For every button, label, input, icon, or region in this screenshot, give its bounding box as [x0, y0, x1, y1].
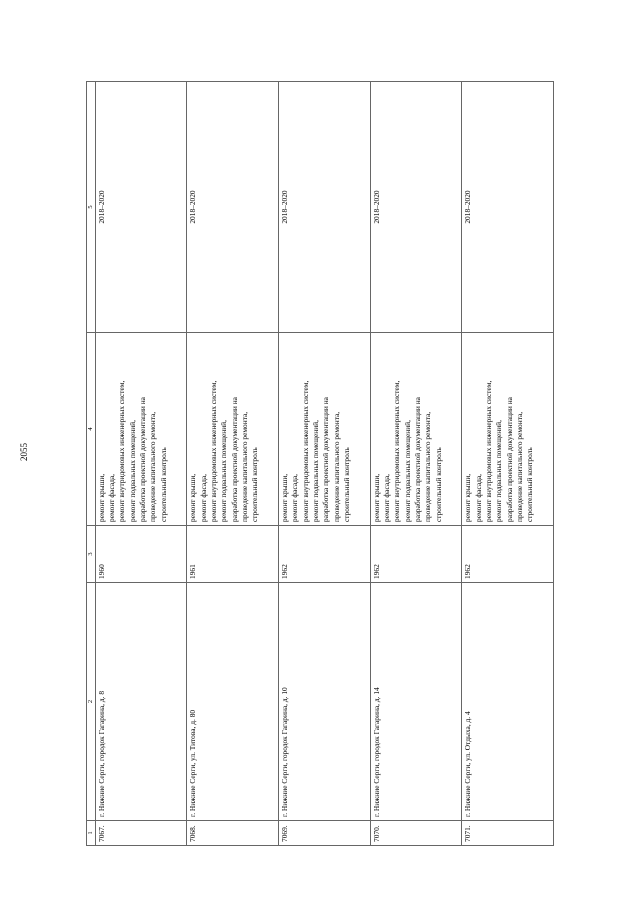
repair-work-line: проведение капитального ремонта,: [331, 411, 341, 522]
repair-period: 2018–2020: [188, 190, 198, 224]
year-built-cell: 1962: [278, 526, 370, 583]
repair-work-line: ремонт внутридомовых инженерных систем,: [392, 380, 402, 522]
column-number: 2: [87, 583, 96, 821]
table-row: [95, 82, 187, 846]
repair-works-cell: [370, 333, 462, 526]
address-cell: г. Нижние Серги, городок Гагарина, д. 14: [370, 583, 462, 821]
repair-work-line: ремонт крыши,: [463, 473, 473, 522]
repair-work-line: разработка проектной документации на: [321, 397, 331, 522]
repair-work-line: строительный контроль: [525, 447, 535, 522]
repair-work-line: разработка проектной документации на: [137, 397, 147, 522]
repair-period-cell: [278, 82, 370, 333]
repair-works-cell: [462, 333, 554, 526]
column-number: 1: [87, 821, 96, 846]
repair-work-line: строительный контроль: [433, 447, 443, 522]
repair-work-line: ремонт фасада,: [381, 474, 391, 522]
repair-work-line: разработка проектной документации на: [229, 397, 239, 522]
repair-work-line: проведение капитального ремонта,: [423, 411, 433, 522]
table-row: [187, 82, 279, 846]
repair-period: 2018–2020: [279, 190, 289, 224]
repair-period-cell: [370, 82, 462, 333]
repair-works-cell: [278, 333, 370, 526]
repair-work-line: ремонт подвальных помещений,: [219, 420, 229, 522]
repair-work-line: ремонт фасада,: [290, 474, 300, 522]
address-cell: г. Нижние Серги, городок Гагарина, д. 8: [95, 583, 187, 821]
capital-repair-table: [86, 81, 554, 846]
repair-work-line: строительный контроль: [342, 447, 352, 522]
page-number: 2055: [19, 443, 29, 461]
repair-period: 2018–2020: [371, 190, 381, 224]
repair-work-line: ремонт подвальных помещений,: [310, 420, 320, 522]
repair-work-line: ремонт внутридомовых инженерных систем,: [208, 380, 218, 522]
repair-period: 2018–2020: [96, 190, 106, 224]
year-built-cell: 1961: [187, 526, 279, 583]
repair-work-line: ремонт крыши,: [279, 473, 289, 522]
rotated-table-frame: [86, 82, 554, 846]
repair-period-cell: [187, 82, 279, 333]
repair-work-line: ремонт фасада,: [198, 474, 208, 522]
repair-work-line: ремонт подвальных помещений,: [127, 420, 137, 522]
table-row: [462, 82, 554, 846]
registry-table-container: [86, 82, 554, 846]
row-index-cell: 7067.: [95, 821, 187, 846]
year-built-cell: 1962: [370, 526, 462, 583]
row-index-cell: 7070.: [370, 821, 462, 846]
repair-period-cell: [462, 82, 554, 333]
row-index-cell: 7068.: [187, 821, 279, 846]
table-row: [370, 82, 462, 846]
repair-work-line: строительный контроль: [158, 447, 168, 522]
repair-work-line: ремонт внутридомовых инженерных систем,: [300, 380, 310, 522]
column-number-row: [87, 82, 96, 846]
repair-work-line: ремонт фасада,: [473, 474, 483, 522]
row-index-cell: 7069.: [278, 821, 370, 846]
repair-work-line: ремонт фасада,: [106, 474, 116, 522]
column-number: 4: [87, 333, 96, 526]
year-built-cell: 1960: [95, 526, 187, 583]
repair-work-line: ремонт внутридомовых инженерных систем,: [117, 380, 127, 522]
repair-period: 2018–2020: [463, 190, 473, 224]
repair-work-line: разработка проектной документации на: [504, 397, 514, 522]
row-index-cell: 7071.: [462, 821, 554, 846]
repair-work-line: разработка проектной документации на: [413, 397, 422, 522]
address-cell: г. Нижние Серги, городок Гагарина, д. 10: [278, 583, 370, 821]
column-number: 5: [87, 82, 96, 333]
repair-work-line: проведение капитального ремонта,: [148, 411, 158, 522]
repair-work-line: ремонт подвальных помещений,: [402, 420, 412, 522]
address-cell: г. Нижние Серги, ул. Отдыха, д. 4: [462, 583, 554, 821]
repair-work-line: проведение капитального ремонта,: [239, 411, 249, 522]
table-row: [278, 82, 370, 846]
repair-work-line: проведение капитального ремонта,: [515, 411, 525, 522]
repair-work-line: ремонт крыши,: [96, 473, 106, 522]
repair-work-line: ремонт подвальных помещений,: [494, 420, 504, 522]
repair-work-line: строительный контроль: [250, 447, 260, 522]
repair-work-line: ремонт крыши,: [371, 473, 381, 522]
repair-works-cell: [187, 333, 279, 526]
repair-period-cell: [95, 82, 187, 333]
year-built-cell: 1962: [462, 526, 554, 583]
repair-works-cell: [95, 333, 187, 526]
repair-work-line: ремонт внутридомовых инженерных систем,: [483, 380, 493, 522]
address-cell: г. Нижние Серги, ул. Титова, д. 80: [187, 583, 279, 821]
repair-work-line: ремонт крыши,: [188, 473, 198, 522]
column-number: 3: [87, 526, 96, 583]
